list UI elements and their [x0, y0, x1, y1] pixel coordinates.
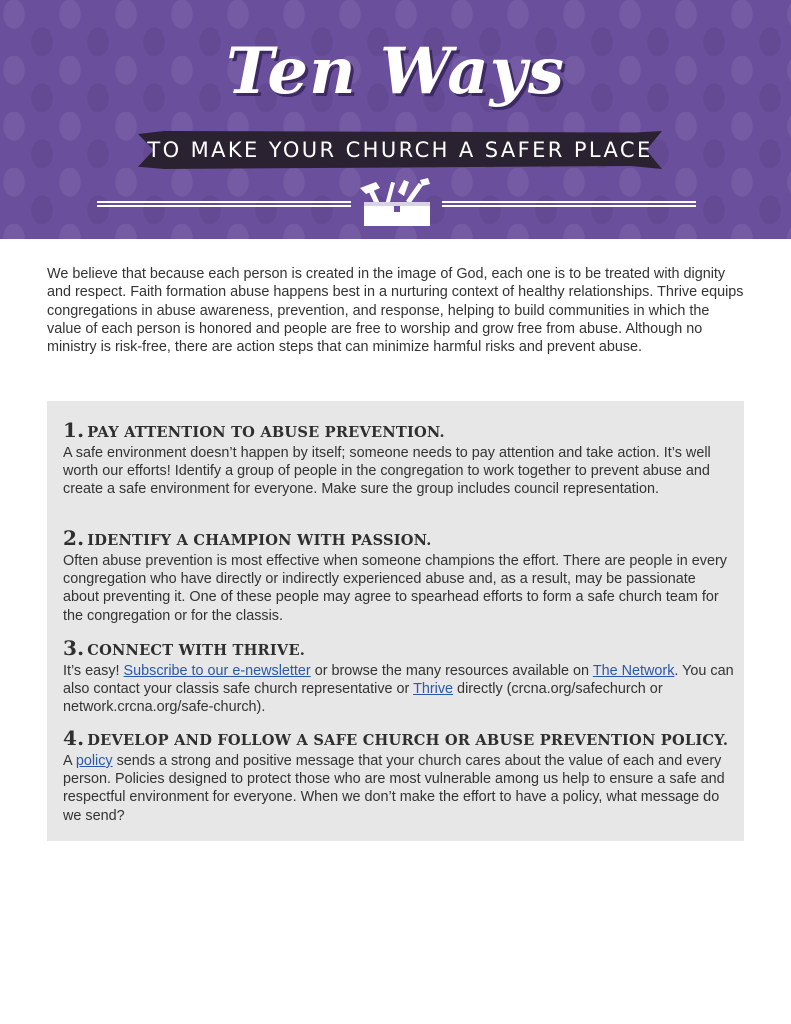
tip-3-text-2: or browse the many resources available on — [310, 663, 593, 679]
the-network-link[interactable]: The Network — [592, 663, 675, 679]
tip-3-title: CONNECT WITH THRIVE. — [87, 642, 306, 659]
tip-1-body: A safe environment doesn’t happen by itself; someone needs to pay attention and take action. It’s well worth our efforts! Identify a group of people in the congregation to work together to prevent abuse and create a safe environment for everyone. Make sure the group includes council representation. — [63, 445, 711, 498]
tip-3-text-4: directly (crcna.org/safechurch or network.crcna.org/safe-church). — [63, 681, 663, 716]
tip-4-text-2: sends a strong and positive message that your church cares about the value of each and every person. Policies designed to protect those who are most vulnerable among us help to ensure a safe and respectful environment for everyone. When we don’t make the effort to have a policy, what message do we send? — [63, 753, 725, 824]
tip-4 — [63, 727, 735, 825]
tip-3-number: 3. — [63, 636, 85, 660]
tip-4-title: DEVELOP AND FOLLOW A SAFE CHURCH OR ABUSE PREVENTION POLICY. — [87, 732, 729, 749]
thrive-link[interactable]: Thrive — [413, 681, 454, 698]
tips-panel — [47, 401, 744, 841]
divider-left — [97, 201, 351, 207]
tip-2-number: 2. — [63, 526, 85, 550]
toolbox-icon — [354, 178, 438, 228]
tip-4-heading — [63, 727, 735, 752]
tip-2 — [63, 527, 735, 625]
tip-2-body: Often abuse prevention is most effective when someone champions the effort. There are people in every congregation who have directly or indirectly experienced abuse and, as a result, may be passionate about preventing it. One of these people may agree to spearhead efforts to form a safe church team for the congregation or for the classis. — [63, 553, 727, 624]
page-subtitle: TO MAKE YOUR CHURCH A SAFER PLACE — [147, 138, 653, 162]
tip-3-text-1: It’s easy! — [63, 663, 124, 679]
tip-1-title: PAY ATTENTION TO ABUSE PREVENTION. — [87, 424, 445, 441]
header-banner — [0, 0, 791, 239]
page-title: Ten Ways — [226, 34, 565, 109]
divider-right — [442, 201, 696, 207]
tip-2-title: IDENTIFY A CHAMPION WITH PASSION. — [87, 532, 432, 549]
tip-1 — [63, 419, 735, 499]
tip-2-heading — [63, 527, 735, 552]
newsletter-link[interactable]: Subscribe to our e-newsletter — [123, 663, 311, 679]
policy-link[interactable]: policy — [75, 753, 113, 769]
tip-3-text-3: . You can also contact your classis safe church representative or — [63, 663, 734, 698]
tip-3-body — [63, 662, 735, 717]
tip-4-body — [63, 752, 735, 825]
intro-paragraph: We believe that because each person is created in the image of God, each one is to be treated with dignity and respect. Faith formation abuse happens best in a nurturing context of healthy relationships. Thrive equips congregations in abuse awareness, prevention, and response, helping to build communities in which the value of each person is honored and people are free to worship and grow free from abuse. Although no ministry is risk-free, there are action steps that can minimize harmful risks and prevent abuse. — [47, 266, 744, 356]
tip-1-heading — [63, 419, 735, 444]
tip-3 — [63, 637, 735, 717]
tip-3-heading — [63, 637, 735, 662]
tip-1-number: 1. — [63, 418, 85, 442]
tip-4-number: 4. — [63, 726, 85, 750]
tip-4-text-1: A — [63, 753, 76, 769]
